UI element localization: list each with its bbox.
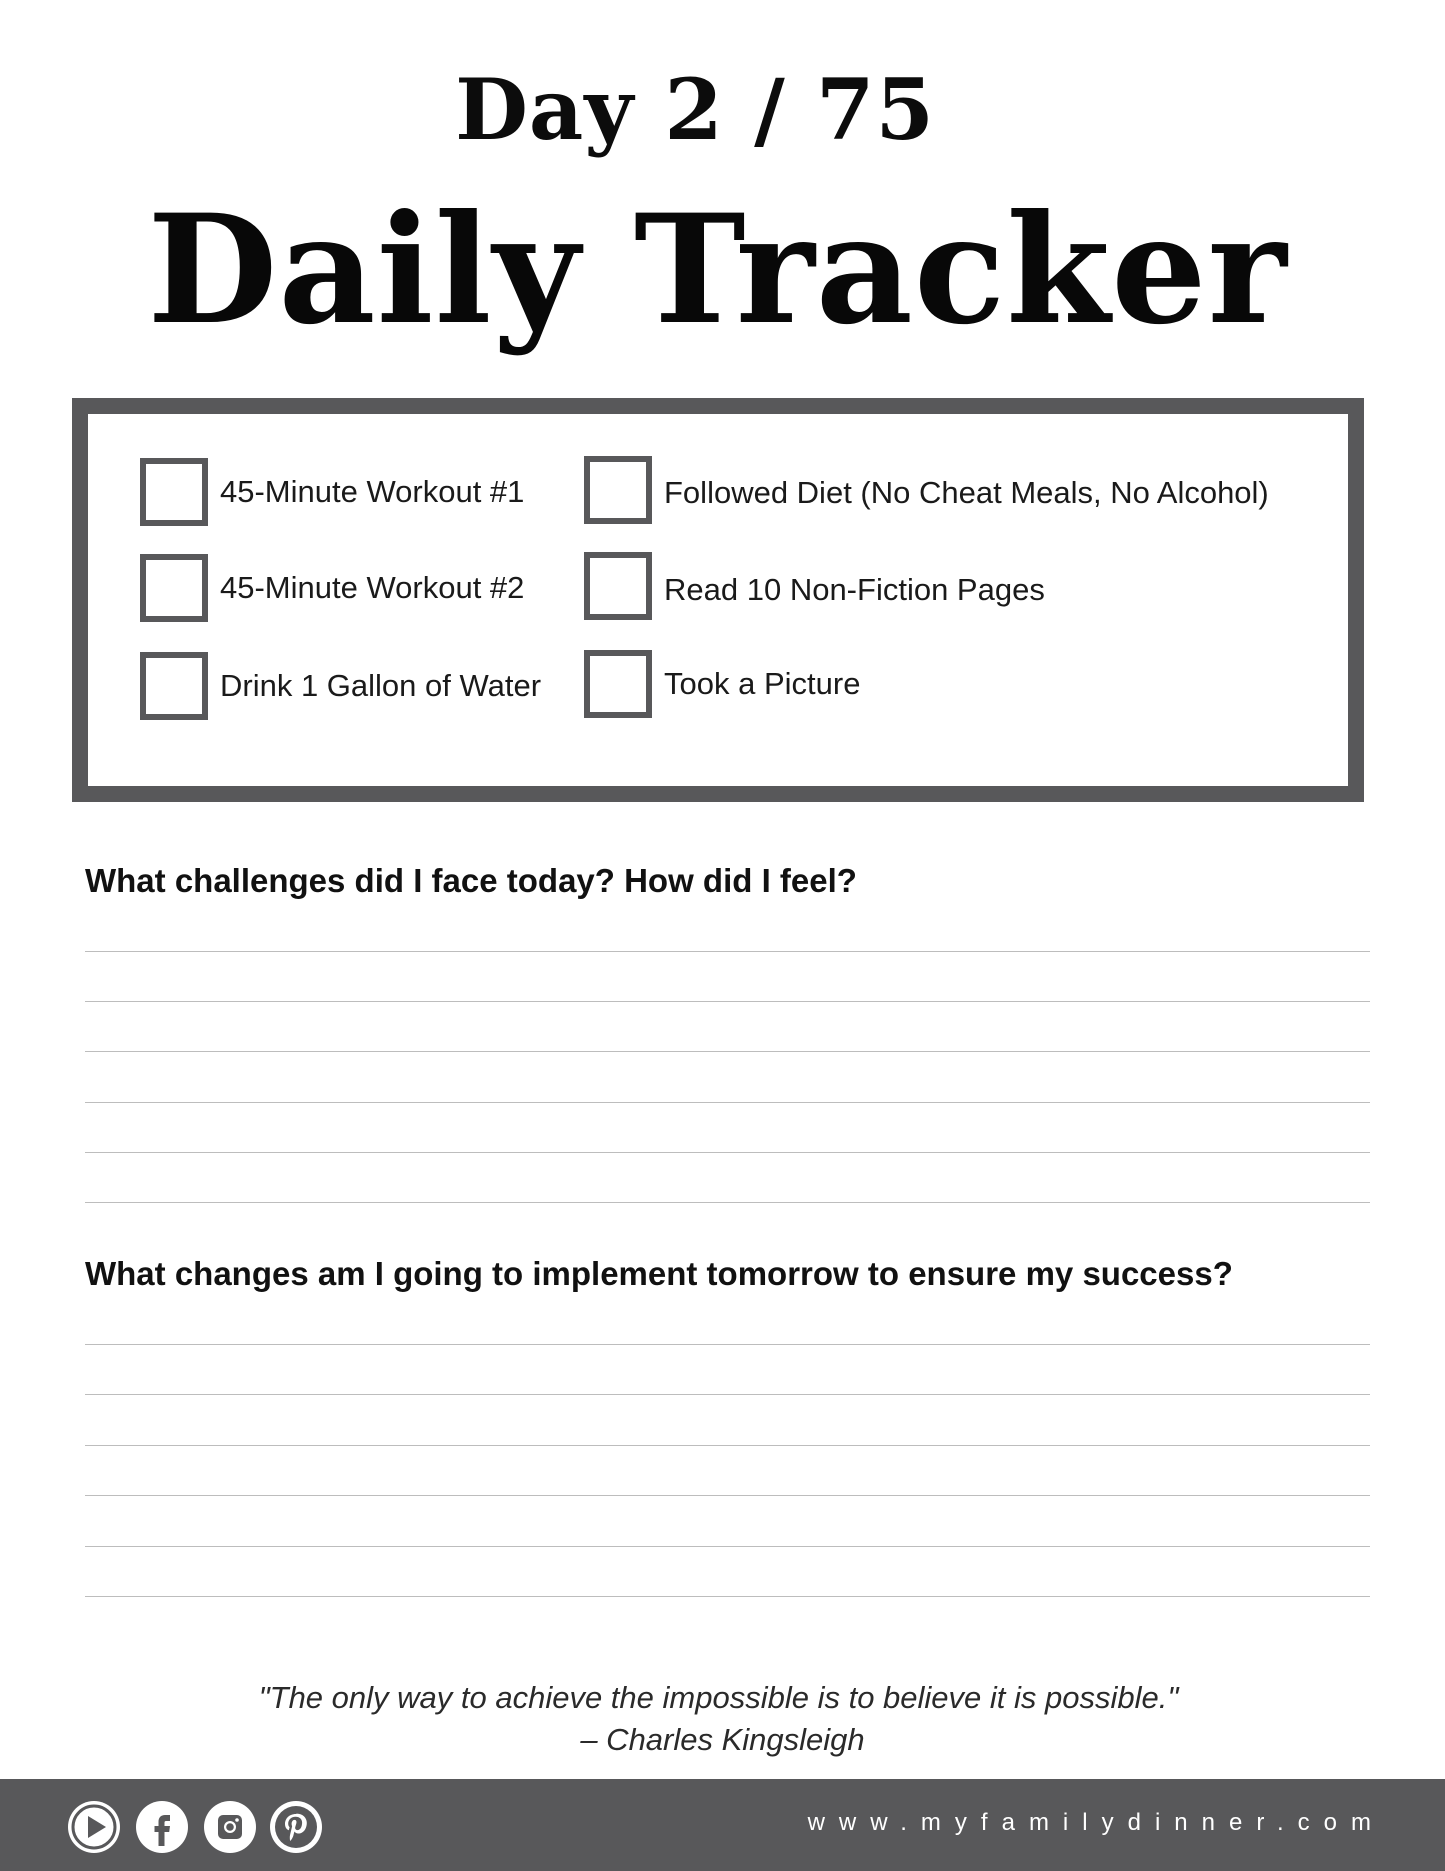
- page-title: Daily Tracker: [147, 182, 1288, 358]
- footer-bar: [0, 1779, 1445, 1871]
- writing-line[interactable]: [85, 1152, 1370, 1153]
- quote-author: – Charles Kingsleigh: [580, 1722, 865, 1757]
- check-item-reading[interactable]: [584, 552, 1045, 620]
- youtube-icon[interactable]: [68, 1801, 120, 1853]
- writing-line[interactable]: [85, 1344, 1370, 1345]
- check-item-workout-2[interactable]: [140, 554, 524, 622]
- checkbox[interactable]: [584, 650, 652, 718]
- checkbox[interactable]: [584, 552, 652, 620]
- writing-line[interactable]: [85, 1202, 1370, 1203]
- check-item-workout-1[interactable]: [140, 458, 524, 526]
- check-label: 45-Minute Workout #1: [220, 474, 525, 509]
- instagram-icon[interactable]: [204, 1801, 256, 1853]
- checkbox[interactable]: [140, 554, 208, 622]
- writing-line[interactable]: [85, 951, 1370, 952]
- checkbox[interactable]: [584, 456, 652, 524]
- check-label: Took a Picture: [664, 666, 861, 701]
- check-label: 45-Minute Workout #2: [220, 570, 525, 605]
- checkbox[interactable]: [140, 458, 208, 526]
- question-changes: What changes am I going to implement tomorrow to ensure my success?: [85, 1255, 1233, 1292]
- day-counter: Day 2 / 75: [455, 60, 935, 159]
- writing-line[interactable]: [85, 1445, 1370, 1446]
- question-challenges: What challenges did I face today? How did I feel?: [85, 862, 857, 899]
- writing-line[interactable]: [85, 1394, 1370, 1395]
- checkbox[interactable]: [140, 652, 208, 720]
- checklist-box: [72, 398, 1364, 802]
- writing-line[interactable]: [85, 1001, 1370, 1002]
- facebook-icon[interactable]: [136, 1801, 188, 1853]
- writing-line[interactable]: [85, 1546, 1370, 1547]
- check-label: Followed Diet (No Cheat Meals, No Alcohol): [664, 475, 1269, 510]
- quote-text: "The only way to achieve the impossible is to believe it is possible.": [258, 1680, 1179, 1715]
- writing-line[interactable]: [85, 1051, 1370, 1052]
- writing-line[interactable]: [85, 1495, 1370, 1496]
- website-url[interactable]: www.myfamilydinner.com: [807, 1809, 1385, 1836]
- check-item-diet[interactable]: [584, 456, 1269, 524]
- check-label: Drink 1 Gallon of Water: [220, 668, 542, 703]
- check-item-water[interactable]: [140, 652, 541, 720]
- check-label: Read 10 Non-Fiction Pages: [664, 572, 1045, 607]
- pinterest-icon[interactable]: [270, 1801, 322, 1853]
- writing-line[interactable]: [85, 1596, 1370, 1597]
- check-item-picture[interactable]: [584, 650, 860, 718]
- writing-line[interactable]: [85, 1102, 1370, 1103]
